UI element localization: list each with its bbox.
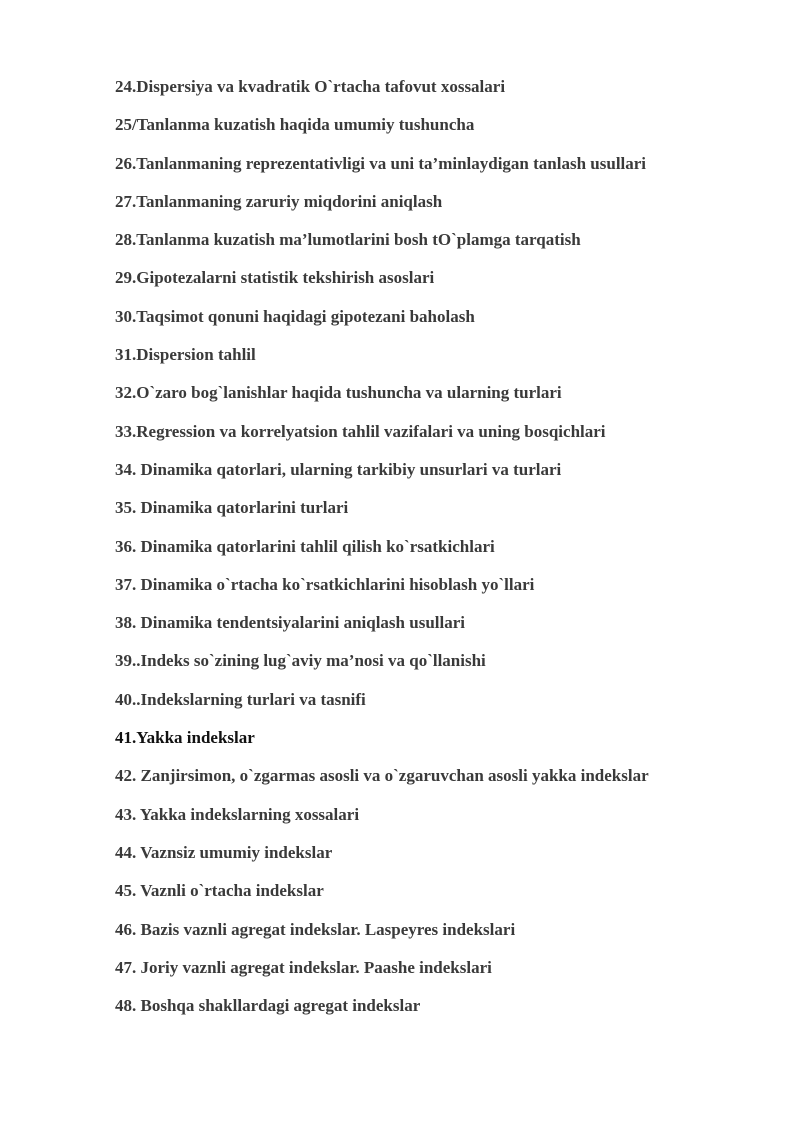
list-item: 43. Yakka indekslarning xossalari — [115, 804, 360, 824]
list-item: 34. Dinamika qatorlari, ularning tarkibiy unsurlari va turlari — [115, 459, 562, 479]
list-item: 31.Dispersion tahlil — [115, 345, 256, 365]
list-item: 25/Tanlanma kuzatish haqida umumiy tushuncha — [115, 115, 475, 135]
list-item: 40..Indekslarning turlari va tasnifi — [115, 689, 366, 709]
list-item: 38. Dinamika tendentsiyalarini aniqlash usullari — [115, 613, 465, 633]
list-item: 48. Boshqa shakllardagi agregat indekslar — [115, 996, 421, 1016]
list-item: 26.Tanlanmaning reprezentativligi va uni ta’minlaydigan tanlash usullari — [115, 153, 647, 173]
list-item: 30.Taqsimot qonuni haqidagi gipotezani baholash — [115, 306, 475, 326]
list-item: 41.Yakka indekslar — [115, 728, 255, 748]
list-item: 44. Vaznsiz umumiy indekslar — [115, 842, 333, 862]
list-item: 42. Zanjirsimon, o`zgarmas asosli va o`zgaruvchan asosli yakka indekslar — [115, 766, 649, 786]
list-item: 32.O`zaro bog`lanishlar haqida tushuncha va ularning turlari — [115, 383, 562, 403]
list-item: 36. Dinamika qatorlarini tahlil qilish ko`rsatkichlari — [115, 536, 495, 556]
question-list — [115, 76, 785, 1033]
list-item: 39..Indeks so`zining lug`aviy ma’nosi va qo`llanishi — [115, 651, 486, 671]
list-item: 28.Tanlanma kuzatish ma’lumotlarini bosh tO`plamga tarqatish — [115, 230, 581, 250]
list-item: 29.Gipotezalarni statistik tekshirish asoslari — [115, 268, 435, 288]
list-item: 37. Dinamika o`rtacha ko`rsatkichlarini hisoblash yo`llari — [115, 574, 535, 594]
list-item: 35. Dinamika qatorlarini turlari — [115, 498, 349, 518]
list-item: 33.Regression va korrelyatsion tahlil vazifalari va uning bosqichlari — [115, 421, 606, 441]
list-item: 45. Vaznli o`rtacha indekslar — [115, 881, 324, 901]
list-item: 47. Joriy vaznli agregat indekslar. Paashe indekslari — [115, 957, 492, 977]
list-item: 27.Tanlanmaning zaruriy miqdorini aniqlash — [115, 191, 443, 211]
list-item: 46. Bazis vaznli agregat indekslar. Laspeyres indekslari — [115, 919, 516, 939]
list-item: 24.Dispersiya va kvadratik O`rtacha tafovut xossalari — [115, 77, 506, 96]
